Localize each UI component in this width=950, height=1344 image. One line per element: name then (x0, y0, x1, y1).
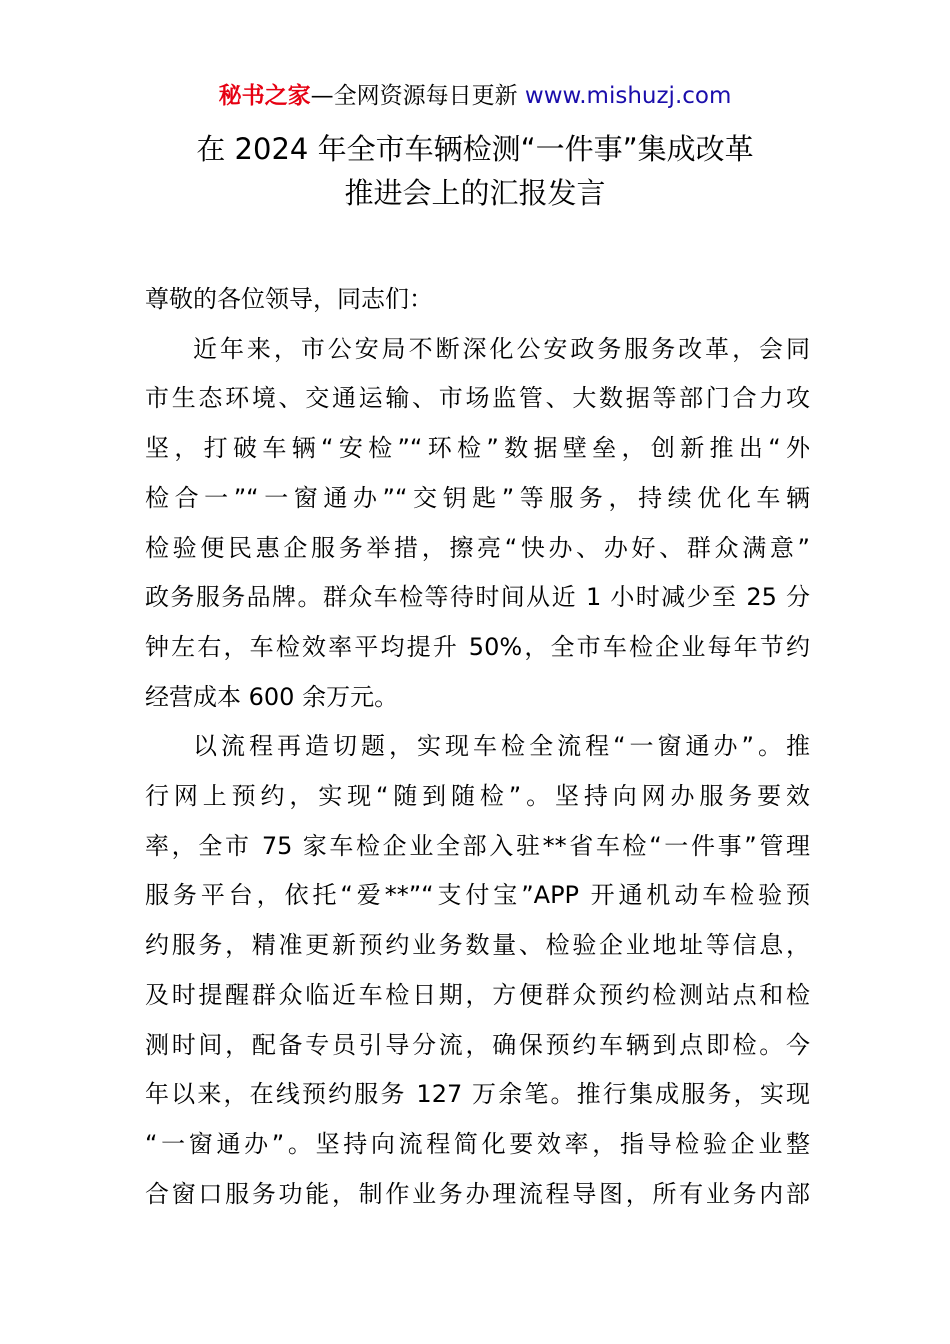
paragraph-1-line: 近年来，市公安局不断深化公安政务服务改革，会同 (193, 334, 810, 363)
paragraph-1-line: 检合一”“一窗通办”“交钥匙”等服务，持续优化车辆 (145, 483, 810, 512)
brand-name: 秘书之家 (218, 83, 311, 109)
paragraph-2-line: 测时间，配备专员引导分流，确保预约车辆到点即检。今 (145, 1030, 810, 1059)
paragraph-2-line: 及时提醒群众临近车检日期，方便群众预约检测站点和检 (145, 980, 810, 1009)
paragraph-2-line: 合窗口服务功能，制作业务办理流程导图，所有业务内部 (145, 1179, 810, 1208)
paragraph-2-line: 率，全市 75 家车检企业全部入驻**省车检“一件事”管理 (145, 831, 810, 860)
document-title (0, 127, 950, 215)
paragraph-1-line: 经营成本 600 余万元。 (145, 682, 399, 711)
paragraph-2-line: 以流程再造切题，实现车检全流程“一窗通办”。推 (193, 732, 810, 761)
paragraph-1-line: 钟左右，车检效率平均提升 50%，全市车检企业每年节约 (145, 632, 810, 661)
salutation: 尊敬的各位领导，同志们： (145, 285, 433, 313)
paragraph-1-line: 市生态环境、交通运输、市场监管、大数据等部门合力攻 (145, 384, 810, 413)
title-line-2: 推进会上的汇报发言 (344, 176, 606, 210)
paragraph-2-line: 年以来，在线预约服务 127 万余笔。推行集成服务，实现 (145, 1080, 810, 1109)
title-line-1: 在 2024 年全市车辆检测“一件事”集成改革 (196, 132, 754, 166)
header-tagline: —全网资源每日更新 (310, 83, 525, 109)
paragraph-2-line: 服务平台，依托“爱**”“支付宝”APP 开通机动车检验预 (145, 881, 810, 910)
paragraph-2-line: “一窗通办”。坚持向流程简化要效率，指导检验企业整 (145, 1129, 810, 1158)
paragraph-1-line: 检验便民惠企服务举措，擦亮“快办、办好、群众满意” (145, 533, 810, 562)
paragraph-2-line: 约服务，精准更新预约业务数量、检验企业地址等信息， (145, 931, 810, 960)
paragraph-1 (145, 325, 810, 723)
paragraph-1-line: 坚，打破车辆“安检”“环检”数据壁垒，创新推出“外 (145, 434, 810, 463)
paragraph-1-line: 政务服务品牌。群众车检等待时间从近 1 小时减少至 25 分 (145, 583, 810, 612)
site-url-link[interactable]: www.mishuzj.com (524, 83, 732, 109)
paragraph-2-line: 行网上预约，实现“随到随检”。坚持向网办服务要效 (145, 782, 810, 811)
document-body (145, 275, 810, 1219)
paragraph-2 (145, 722, 810, 1219)
site-header (0, 80, 950, 112)
